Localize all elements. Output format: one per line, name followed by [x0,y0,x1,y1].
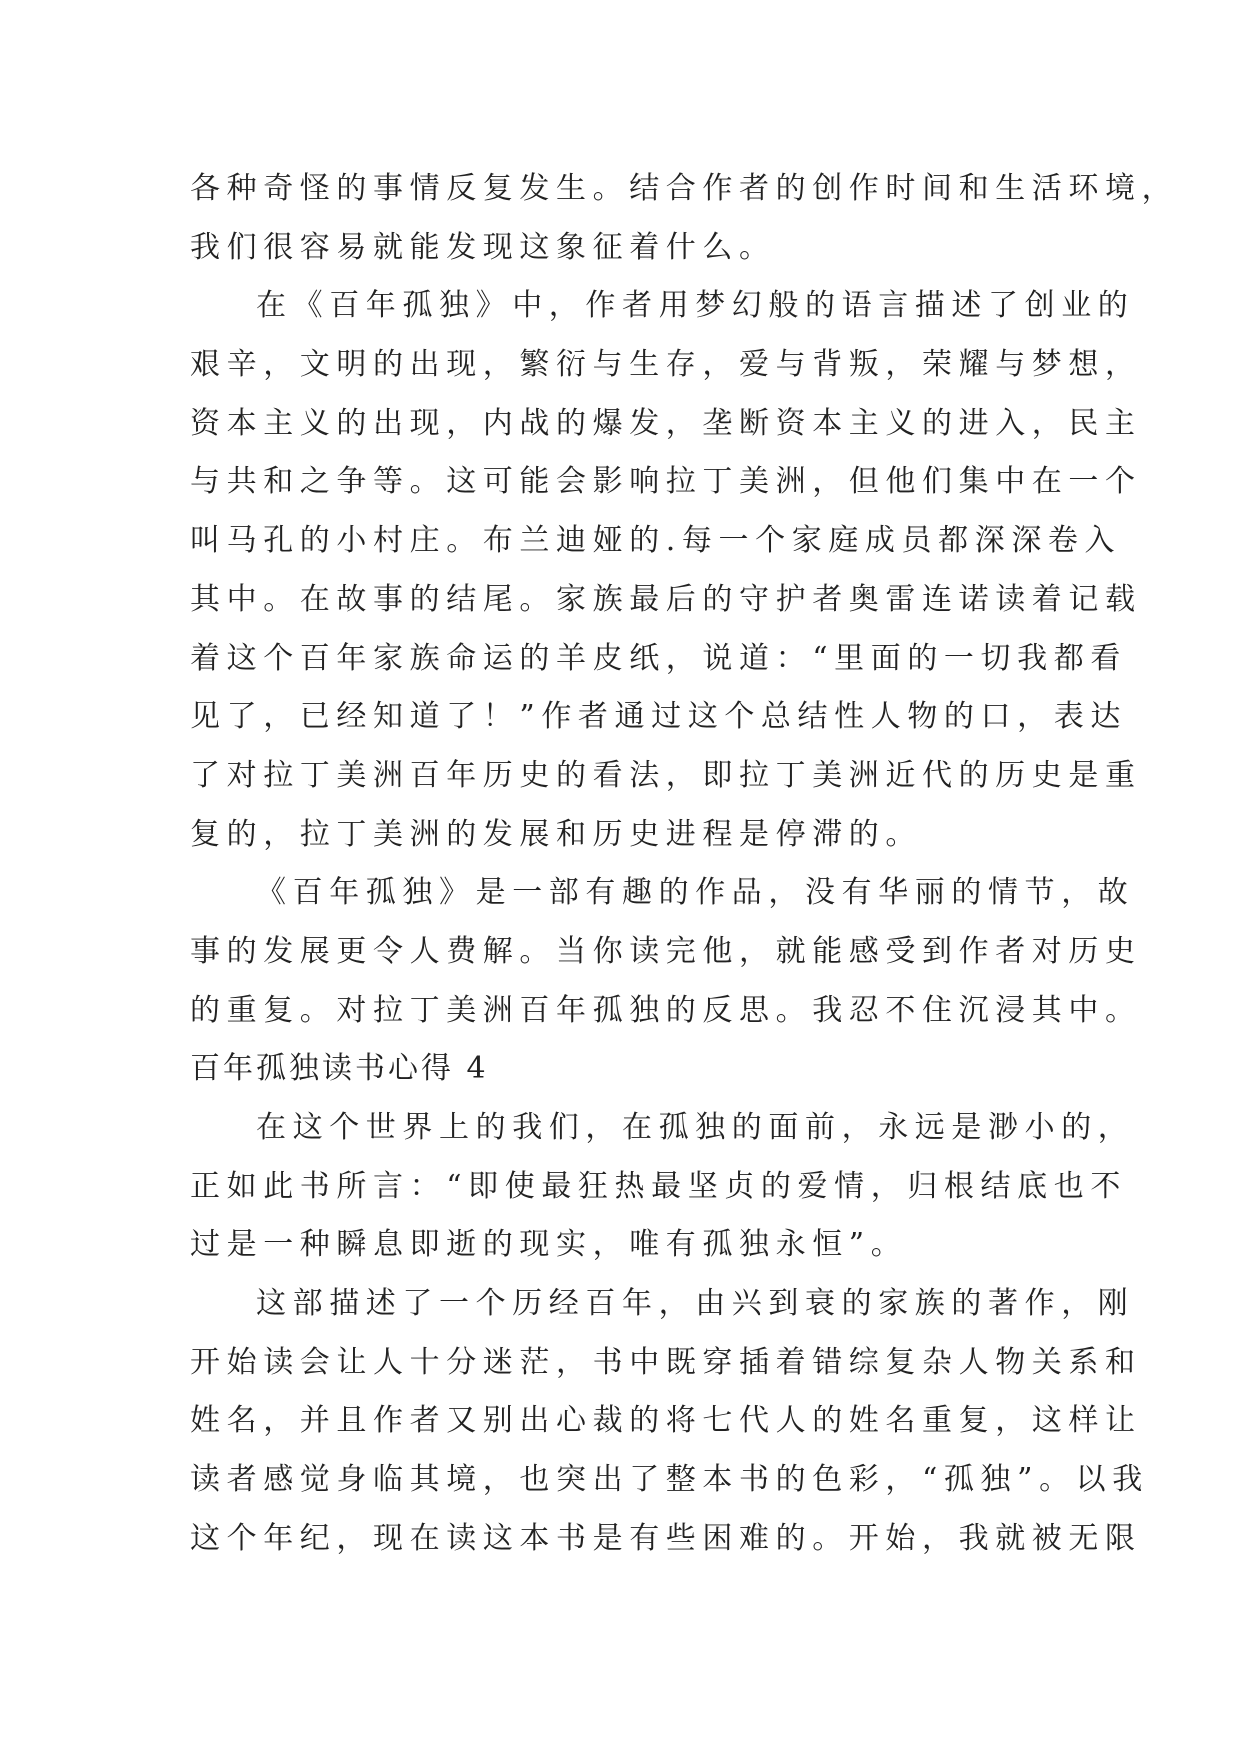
text-line: 了对拉丁美洲百年历史的看法，即拉丁美洲近代的历史是重 [190,757,1142,793]
text-line: 复的，拉丁美洲的发展和历史进程是停滞的。 [190,816,922,852]
text-line: 着这个百年家族命运的羊皮纸，说道：“里面的一切我都看 [190,640,1127,676]
text-line: 过是一种瞬息即逝的现实，唯有孤独永恒”。 [190,1227,908,1263]
text-line: 姓名，并且作者又别出心裁的将七代人的姓名重复，这样让 [190,1403,1142,1439]
text-line: 事的发展更令人费解。当你读完他，就能感受到作者对历史 [190,933,1142,969]
text-line: 见了，已经知道了！”作者通过这个总结性人物的口，表达 [190,699,1127,735]
paragraph-start-line: 在《百年孤独》中，作者用梦幻般的语言描述了创业的 [256,288,1135,324]
text-line: 的重复。对拉丁美洲百年孤独的反思。我忍不住沉浸其中。 [190,992,1142,1028]
text-line: 其中。在故事的结尾。家族最后的守护者奥雷连诺读着记载 [190,581,1142,617]
section-heading: 百年孤独读书心得 4 [190,1051,489,1087]
text-line: 叫马孔的小村庄。布兰迪娅的.每一个家庭成员都深深卷入 [190,523,1122,559]
paragraph-start-line: 《百年孤独》是一部有趣的作品，没有华丽的情节，故 [256,875,1135,911]
paragraph-start-line: 这部描述了一个历经百年，由兴到衰的家族的著作，刚 [256,1286,1135,1322]
paragraph-start-line: 在这个世界上的我们，在孤独的面前，永远是渺小的， [256,1110,1135,1145]
text-line: 这个年纪，现在读这本书是有些困难的。开始，我就被无限 [190,1520,1142,1556]
document-body [190,160,1179,1569]
text-line: 艰辛，文明的出现，繁衍与生存，爱与背叛，荣耀与梦想， [190,347,1142,383]
text-line: 资本主义的出现，内战的爆发，垄断资本主义的进入，民主 [190,405,1142,441]
text-line: 各种奇怪的事情反复发生。结合作者的创作时间和生活环境， [190,171,1179,206]
text-line: 开始读会让人十分迷茫，书中既穿插着错综复杂人物关系和 [190,1344,1142,1380]
text-line: 读者感觉身临其境，也突出了整本书的色彩，“孤独”。以我 [190,1462,1149,1498]
text-line: 我们很容易就能发现这象征着什么。 [190,229,776,265]
text-line: 正如此书所言：“即使最狂热最坚贞的爱情，归根结底也不 [190,1168,1127,1204]
text-line: 与共和之争等。这可能会影响拉丁美洲，但他们集中在一个 [190,464,1142,500]
